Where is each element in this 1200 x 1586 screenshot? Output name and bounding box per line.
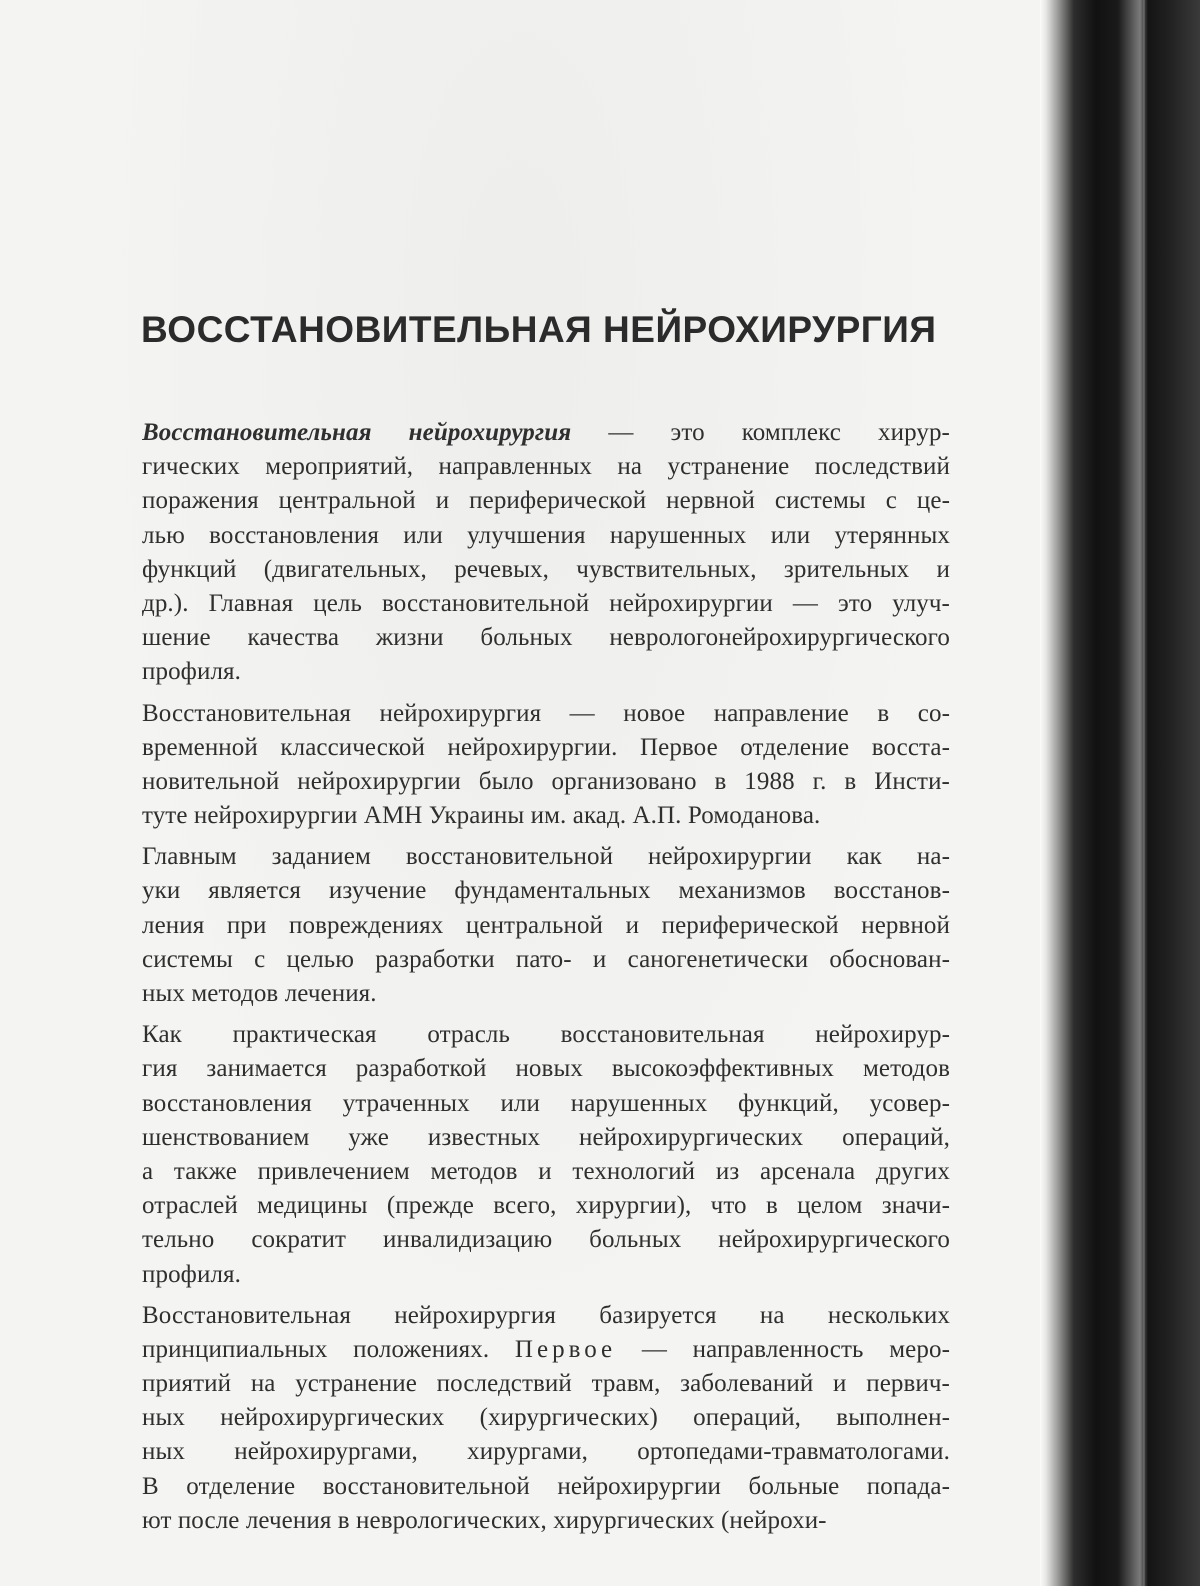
text-run: Как практическая отрасль восстановительная нейрохирур-	[142, 1021, 950, 1049]
text-run: — направленность меро-	[616, 1335, 950, 1363]
text-run: Главным заданием восстановительной нейрохирургии как на-	[142, 843, 950, 871]
text-line	[142, 1333, 950, 1367]
text-run: Восстановительная нейрохирургия — новое направление в со-	[142, 699, 950, 727]
text-line	[142, 1052, 950, 1086]
text-line	[142, 1121, 950, 1155]
text-line	[142, 484, 950, 518]
text-line	[142, 1367, 950, 1401]
term-emphasis: Восстановительная нейрохирургия	[142, 419, 572, 446]
text-line	[142, 1470, 950, 1504]
text-run: отраслей медицины (прежде всего, хирургии), что в целом значи-	[142, 1192, 950, 1220]
text-run: функций (двигательных, речевых, чувствительных, зрительных и	[142, 555, 950, 583]
text-run: др.). Главная цель восстановительной нейрохирургии — это улуч-	[142, 589, 950, 617]
text-line	[142, 450, 950, 484]
text-line	[142, 416, 950, 450]
text-run: гия занимается разработкой новых высокоэффективных методов	[142, 1055, 950, 1083]
paragraph	[142, 697, 950, 834]
text-line	[142, 621, 950, 655]
paragraph	[142, 1299, 950, 1538]
text-run: принципиальных положениях.	[142, 1335, 515, 1363]
text-line	[142, 1087, 950, 1121]
text-run: В отделение восстановительной нейрохирургии больные попада-	[142, 1472, 950, 1500]
text-line	[142, 1155, 950, 1189]
text-line	[142, 909, 950, 943]
text-run: гических мероприятий, направленных на устранение последствий	[142, 453, 950, 481]
text-run: системы с целью разработки пато- и саногенетически обоснован-	[142, 945, 950, 973]
spaced-emphasis: Первое	[514, 1335, 617, 1363]
text-run: тельно сократит инвалидизацию больных нейрохирургического	[142, 1226, 950, 1254]
text-run: — это комплекс хирур-	[571, 419, 950, 446]
text-run: ных методов лечения.	[142, 980, 377, 1007]
text-run: ления при повреждениях центральной и периферической нервной	[142, 911, 950, 939]
text-run: а также привлечением методов и технологий из арсенала других	[142, 1157, 950, 1185]
text-line	[142, 840, 950, 874]
page-title: ВОССТАНОВИТЕЛЬНАЯ НЕЙРОХИРУРГИЯ	[141, 309, 937, 350]
text-line	[142, 1299, 950, 1333]
text-run: профиля.	[142, 658, 241, 686]
text-run: приятий на устранение последствий травм, заболеваний и первич-	[142, 1370, 950, 1398]
text-line	[142, 765, 950, 799]
text-run: ют после лечения в неврологических, хирургических (нейрохи-	[142, 1506, 827, 1534]
text-line	[142, 1189, 950, 1223]
text-run: временной классической нейрохирургии. Первое отделение восста-	[142, 733, 950, 761]
text-run: восстановления утраченных или нарушенных функций, усовер-	[142, 1089, 950, 1117]
text-line	[142, 1018, 950, 1052]
text-run: ных нейрохирургами, хирургами, ортопедами-травматологами.	[142, 1438, 950, 1466]
text-run: лью восстановления или улучшения нарушенных или утерянных	[142, 521, 950, 549]
text-line	[142, 519, 950, 553]
paragraph	[142, 416, 950, 690]
text-line	[142, 977, 950, 1011]
paragraph	[142, 1018, 950, 1292]
text-line	[142, 799, 950, 833]
text-line	[142, 1435, 950, 1469]
text-line	[142, 731, 950, 765]
text-line	[142, 1401, 950, 1435]
text-run: шенствованием уже известных нейрохирургических операций,	[142, 1123, 950, 1151]
text-run: Восстановительная нейрохирургия базируется на нескольких	[142, 1301, 950, 1329]
text-run: профиля.	[142, 1260, 241, 1288]
text-run: туте нейрохирургии АМН Украины им. акад. А.П. Ромоданова.	[142, 802, 821, 830]
text-line	[142, 553, 950, 587]
text-line	[142, 587, 950, 621]
paragraph	[142, 840, 950, 1011]
text-run: шение качества жизни больных неврологонейрохирургического	[142, 624, 950, 652]
text-line	[142, 1504, 950, 1538]
text-line	[142, 874, 950, 908]
text-run: ных нейрохирургических (хирургических) операций, выполнен-	[142, 1404, 950, 1432]
text-run: поражения центральной и периферической нервной системы с це-	[142, 487, 950, 515]
book-binding-edge	[1040, 0, 1200, 1586]
text-line	[142, 697, 950, 731]
text-line	[142, 1223, 950, 1257]
main-text	[142, 416, 950, 1538]
text-line	[142, 943, 950, 977]
text-line	[142, 1258, 950, 1292]
text-run: уки является изучение фундаментальных механизмов восстанов-	[142, 877, 950, 905]
text-line	[142, 655, 950, 689]
text-run: новительной нейрохирургии было организовано в 1988 г. в Инсти-	[142, 767, 950, 795]
